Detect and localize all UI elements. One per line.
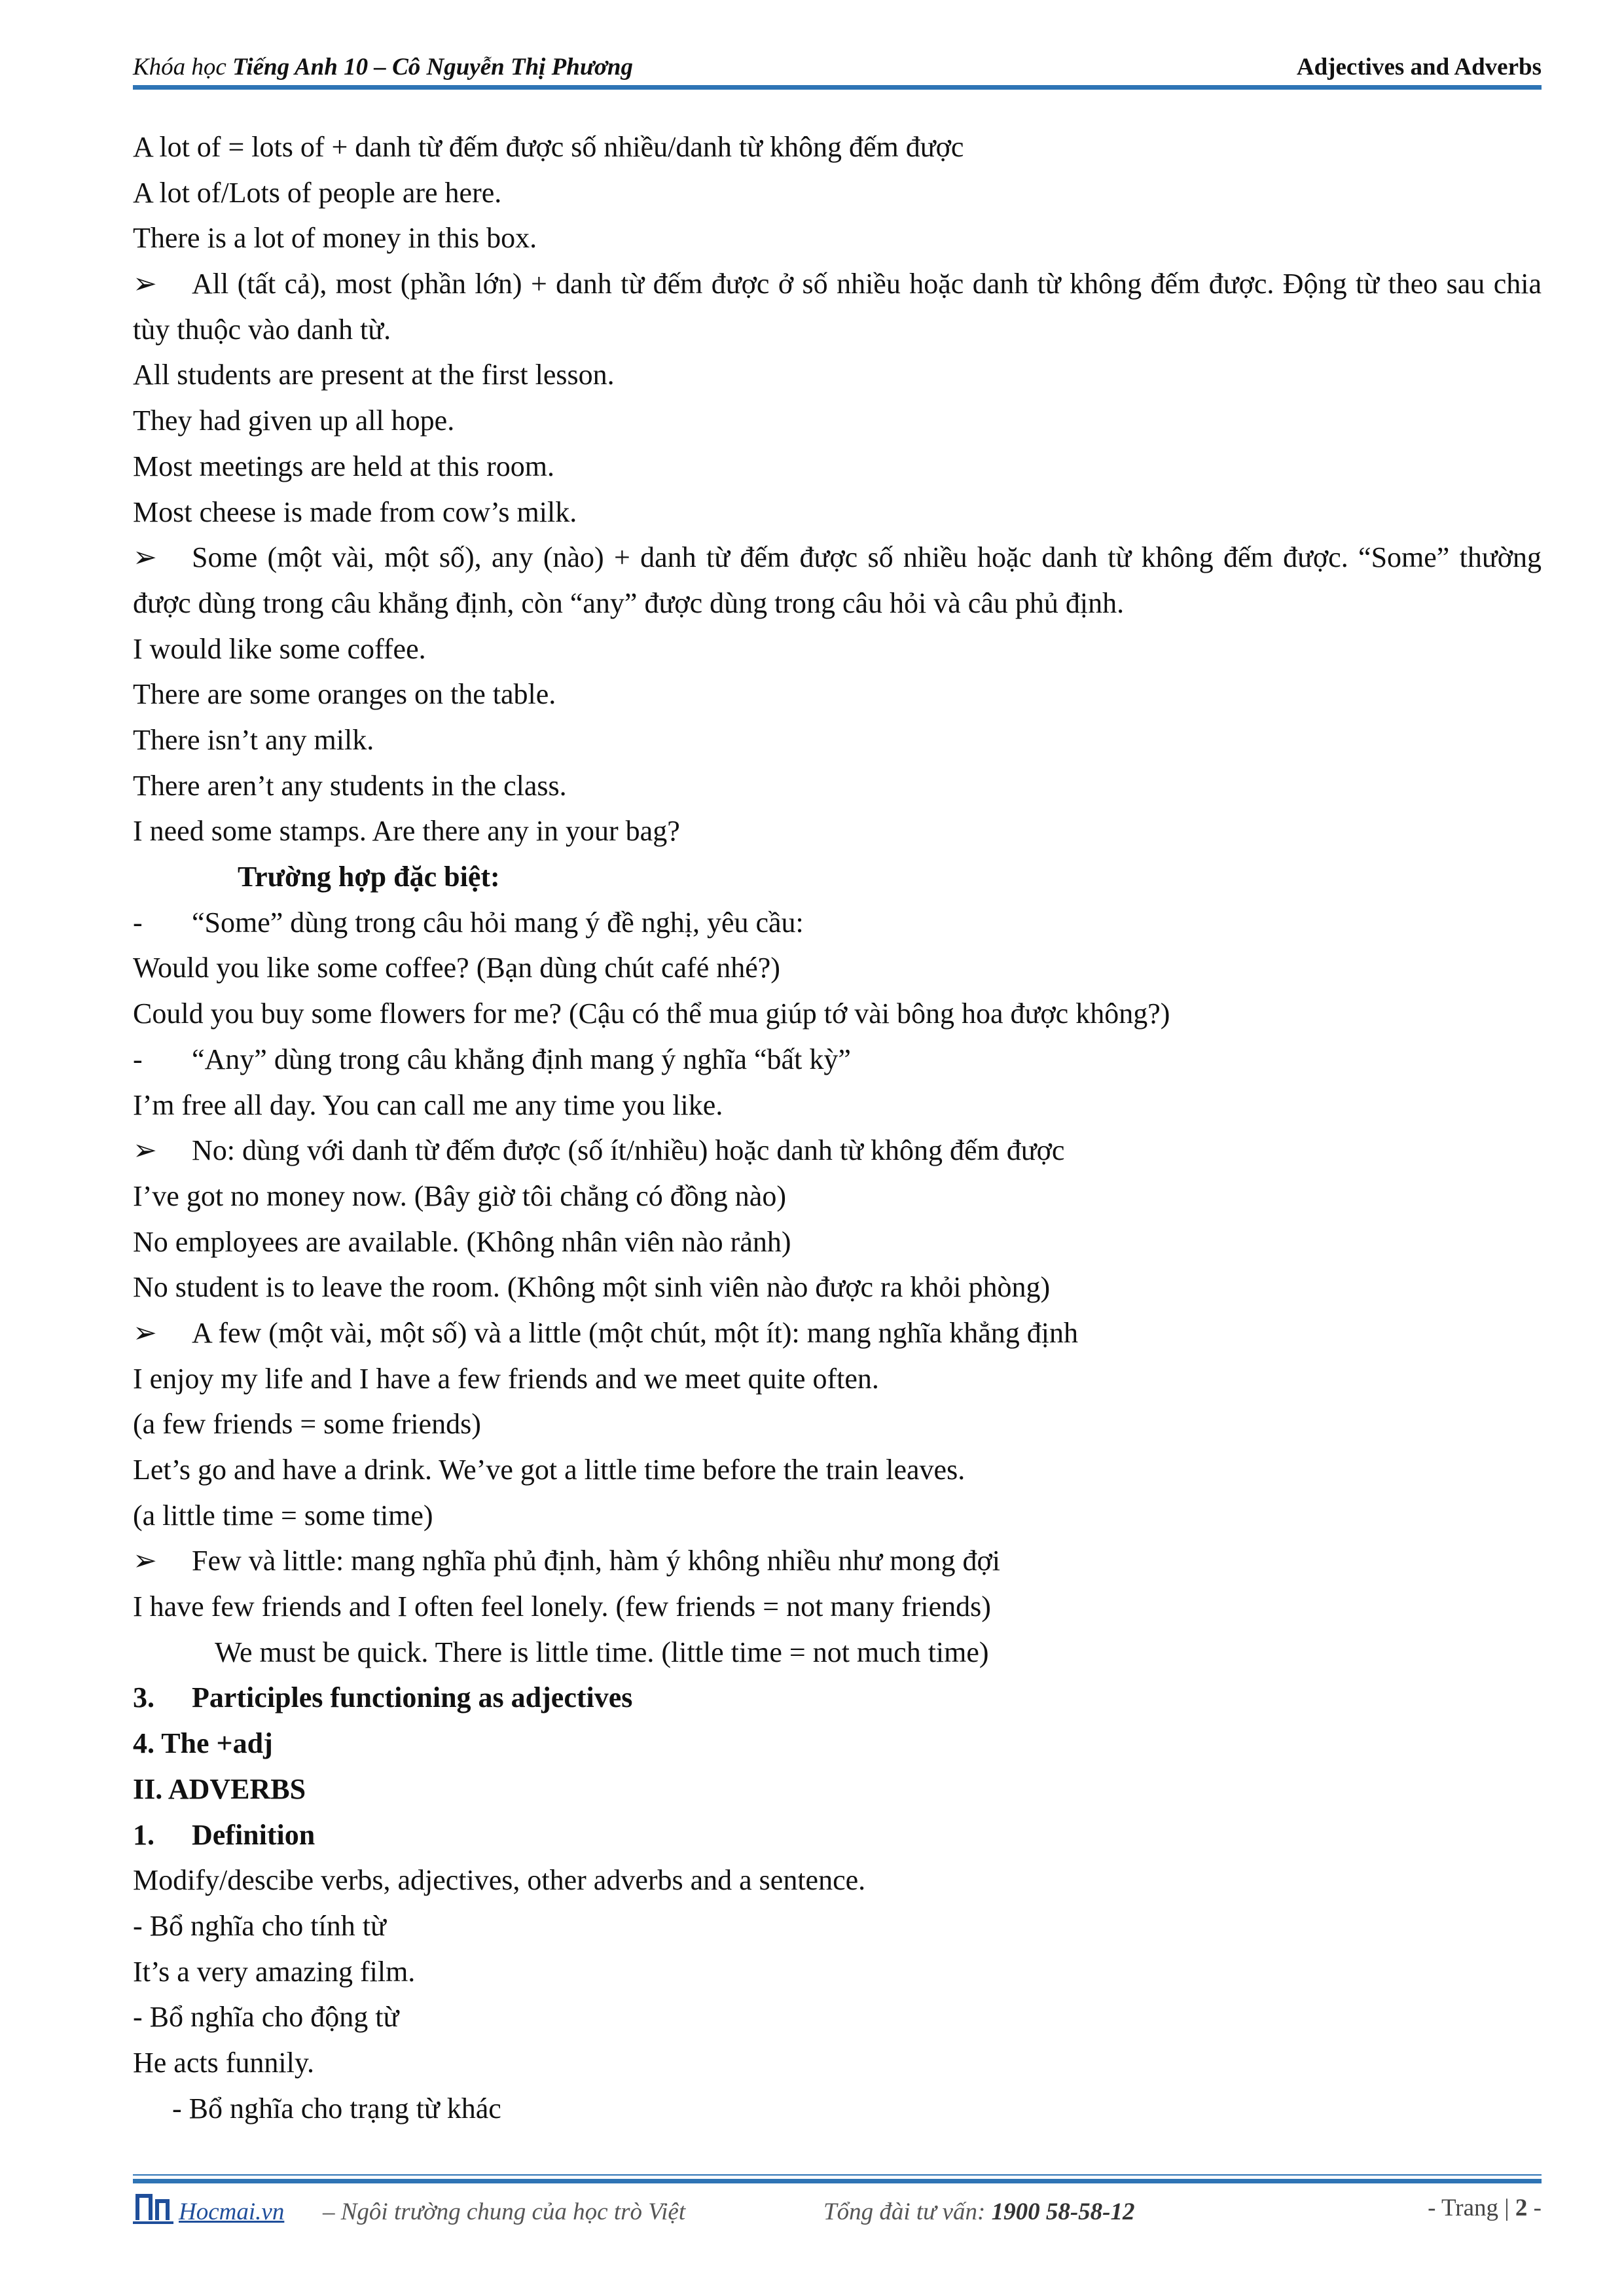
item-text: All (tất cả), most (phần lớn) + danh từ đếm được ở số nhiều hoặc danh từ không đếm được. Động từ theo sau chia tùy thuộc vào danh từ.	[133, 268, 1542, 346]
page-footer	[133, 2186, 1542, 2232]
arrow-bullet-icon: ➢	[133, 268, 157, 300]
text-line: They had given up all hope.	[133, 404, 455, 437]
item-text: A few (một vài, một số) và a little (một chút, một ít): mang nghĩa khẳng định	[192, 1316, 1078, 1349]
arrow-bullet-icon: ➢	[133, 541, 157, 574]
text-line: Most cheese is made from cow’s milk.	[133, 495, 577, 528]
bullet-item	[133, 1538, 1542, 1584]
text-line: I enjoy my life and I have a few friends and we meet quite often.	[133, 1362, 879, 1395]
text-line: I’ve got no money now. (Bây giờ tôi chẳng có đồng nào)	[133, 1179, 786, 1212]
text-line: Could you buy some flowers for me? (Cậu có thể mua giúp tớ vài bông hoa được không?)	[133, 997, 1170, 1030]
bullet-item	[133, 1310, 1542, 1356]
text-line: There is a lot of money in this box.	[133, 222, 537, 255]
text-line: It’s a very amazing film.	[133, 1955, 416, 1988]
text-line: (a little time = some time)	[133, 1499, 433, 1532]
site-link[interactable]: Hocmai.vn	[179, 2198, 285, 2225]
heading-text: Definition	[192, 1818, 316, 1851]
dash-item	[133, 1037, 1542, 1083]
item-text: Few và little: mang nghĩa phủ định, hàm ý không nhiều như mong đợi	[192, 1545, 1000, 1577]
bullet-item	[133, 261, 1542, 352]
slogan: – Ngôi trường chung của học trò Việt	[323, 2198, 686, 2225]
text-line: I have few friends and I often feel lonely. (few friends = not many friends)	[133, 1590, 991, 1623]
text-line: - Bổ nghĩa cho trạng từ khác	[172, 2092, 501, 2125]
text-line: I need some stamps. Are there any in your bag?	[133, 815, 680, 848]
text-line: There are some oranges on the table.	[133, 678, 556, 711]
text-line: No student is to leave the room. (Không một sinh viên nào được ra khỏi phòng)	[133, 1271, 1051, 1304]
arrow-bullet-icon: ➢	[133, 1545, 157, 1577]
text-line: Let’s go and have a drink. We’ve got a little time before the train leaves.	[133, 1454, 965, 1486]
heading-number: 3.	[133, 1681, 154, 1714]
text-line: No employees are available. (Không nhân viên nào rảnh)	[133, 1225, 791, 1258]
text-line: A lot of = lots of + danh từ đếm được số nhiều/danh từ không đếm được	[133, 131, 964, 163]
text-line: - Bổ nghĩa cho tính từ	[133, 1909, 386, 1942]
document-body	[133, 124, 1542, 2131]
hotline: Tổng đài tư vấn: 1900 58-58-12	[823, 2198, 1135, 2225]
text-line: - Bổ nghĩa cho động từ	[133, 2001, 399, 2034]
text-line: Would you like some coffee? (Bạn dùng chút café nhé?)	[133, 952, 780, 984]
item-text: “Any” dùng trong câu khẳng định mang ý nghĩa “bất kỳ”	[192, 1043, 851, 1075]
text-line: I’m free all day. You can call me any time you like.	[133, 1088, 723, 1121]
heading-text: Participles functioning as adjectives	[192, 1681, 633, 1714]
footer-rule-thin	[133, 2174, 1542, 2176]
text-line: There isn’t any milk.	[133, 724, 374, 756]
text-line: There aren’t any students in the class.	[133, 769, 567, 802]
text-line: All students are present at the first lesson.	[133, 359, 615, 391]
text-line: (a few friends = some friends)	[133, 1408, 481, 1441]
dash-marker: -	[133, 906, 143, 939]
hocmai-logo-icon	[133, 2189, 173, 2225]
section-heading: 4. The +adj	[133, 1727, 273, 1760]
footer-rule	[133, 2179, 1542, 2183]
text-line: A lot of/Lots of people are here.	[133, 176, 502, 209]
page-header	[133, 43, 1542, 84]
example-line: We must be quick. There is little time. (little time = not much time)	[215, 1636, 989, 1668]
text-line: Most meetings are held at this room.	[133, 450, 554, 482]
subheading: Trường hợp đặc biệt:	[238, 861, 500, 893]
arrow-bullet-icon: ➢	[133, 1134, 157, 1167]
course-title: Khóa học Tiếng Anh 10 – Cô Nguyễn Thị Phương	[133, 54, 633, 81]
dash-marker: -	[133, 1043, 143, 1075]
text-line: He acts funnily.	[133, 2046, 314, 2079]
bullet-item	[133, 1128, 1542, 1174]
arrow-bullet-icon: ➢	[133, 1316, 157, 1349]
page-number: - Trang | 2 -	[1428, 2195, 1542, 2221]
topic-title: Adjectives and Adverbs	[1296, 54, 1542, 81]
text-line: I would like some coffee.	[133, 632, 426, 665]
section-heading	[133, 1675, 1542, 1721]
bullet-item	[133, 535, 1542, 626]
section-heading: II. ADVERBS	[133, 1772, 306, 1805]
item-text: No: dùng với danh từ đếm được (số ít/nhiều) hoặc danh từ không đếm được	[192, 1134, 1065, 1167]
header-rule	[133, 85, 1542, 90]
text-line: Modify/descibe verbs, adjectives, other adverbs and a sentence.	[133, 1864, 866, 1897]
item-text: “Some” dùng trong câu hỏi mang ý đề nghị, yêu cầu:	[192, 906, 804, 939]
heading-number: 1.	[133, 1818, 154, 1851]
item-text: Some (một vài, một số), any (nào) + danh từ đếm được số nhiều hoặc danh từ không đếm được. “Some” thường được dùng trong câu khẳng định, còn “any” được dùng trong câu hỏi và câu phủ định.	[133, 541, 1542, 619]
section-heading	[133, 1812, 1542, 1858]
dash-item	[133, 900, 1542, 946]
